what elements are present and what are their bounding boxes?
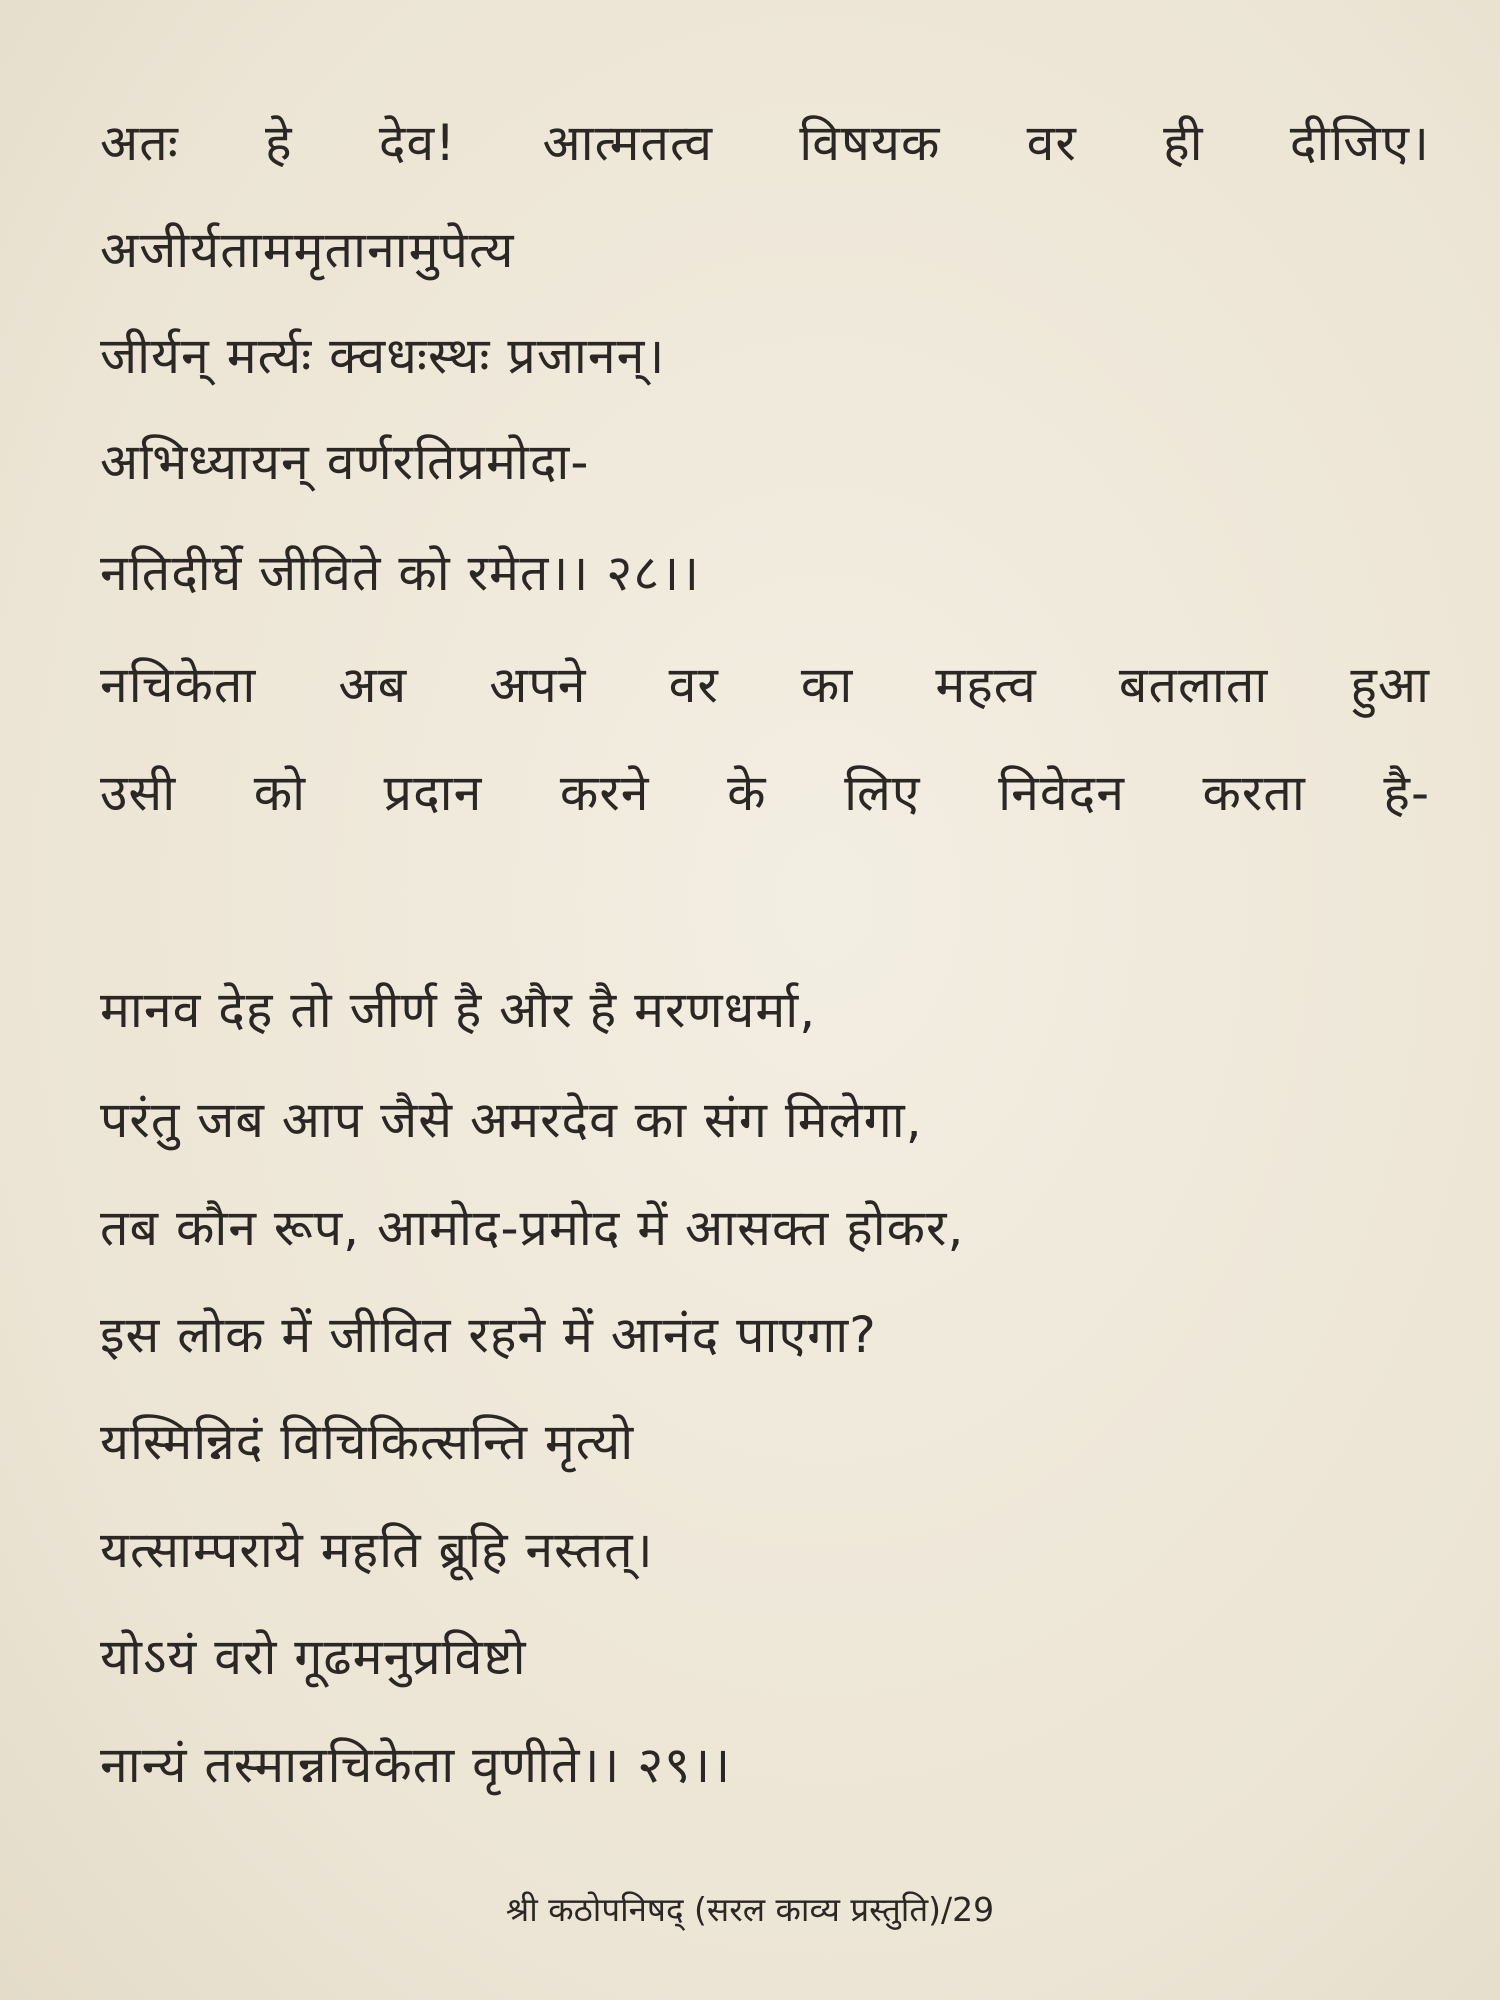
verse-line-4: नतिदीर्घे जीविते को रमेत।। २८।। — [100, 544, 701, 602]
poem-line-2: परंतु जब आप जैसे अमरदेव का संग मिलेगा, — [100, 1091, 923, 1149]
poem-line-3: तब कौन रूप, आमोद-प्रमोद में आसक्त होकर, — [100, 1199, 965, 1257]
text-line-1: अतः हे देव! आत्मतत्व विषयक वर ही दीजिए। — [100, 114, 1430, 172]
text-line-2: नचिकेता अब अपने वर का महत्व बतलाता हुआ — [100, 656, 1430, 714]
verse-line-6: यत्साम्पराये महति ब्रूहि नस्तत्। — [100, 1521, 654, 1579]
verse-line-8: नान्यं तस्मान्नचिकेता वृणीते।। २९।। — [100, 1736, 732, 1794]
verse-line-5: यस्मिन्निदं विचिकित्सन्ति मृत्यो — [100, 1413, 635, 1471]
verse-line-7: योऽयं वरो गूढमनुप्रविष्टो — [100, 1628, 527, 1686]
page-footer: श्री कठोपनिषद् (सरल काव्य प्रस्तुति)/29 — [505, 1890, 995, 1929]
verse-line-1: अजीर्यताममृतानामुपेत्य — [100, 221, 515, 279]
poem-line-1: मानव देह तो जीर्ण है और है मरणधर्मा, — [100, 981, 817, 1039]
text-line-3: उसी को प्रदान करने के लिए निवेदन करता है- — [100, 764, 1430, 822]
poem-line-4: इस लोक में जीवित रहने में आनंद पाएगा? — [100, 1306, 877, 1364]
verse-line-3: अभिध्यायन् वर्णरतिप्रमोदा- — [100, 433, 590, 491]
verse-line-2: जीर्यन् मर्त्यः क्वधःस्थः प्रजानन्। — [100, 327, 666, 385]
